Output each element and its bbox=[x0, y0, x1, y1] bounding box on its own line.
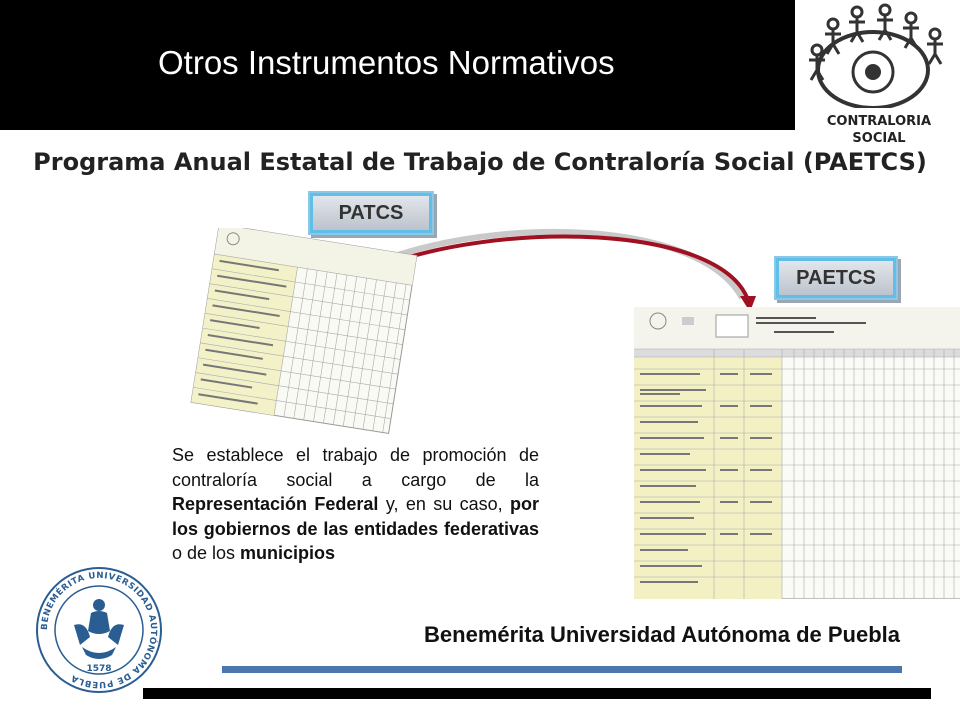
logo-text: CONTRALORIA bbox=[826, 114, 932, 129]
contraloria-logo-graphic bbox=[795, 0, 960, 150]
description-text-2: y, en su caso, bbox=[378, 494, 511, 514]
description-bold-1: Representación Federal bbox=[172, 494, 379, 514]
description-bold-2: por los gobiernos de las entidades federativas bbox=[172, 494, 540, 539]
description-text-3: o de los bbox=[172, 543, 241, 563]
paetcs-document-thumbnail bbox=[634, 307, 960, 599]
description-bold-3: municipios bbox=[240, 543, 336, 563]
svg-text:SOCIAL: SOCIAL bbox=[852, 131, 906, 146]
description-text-1: Se establece el trabajo de promoción de contraloría social a cargo de la bbox=[172, 445, 539, 490]
footer-blue-divider bbox=[222, 666, 902, 673]
description-paragraph bbox=[172, 443, 539, 566]
university-name: Benemérita Universidad Autónoma de Puebla bbox=[424, 622, 900, 647]
contraloria-logo bbox=[795, 0, 960, 150]
page-title: Otros Instrumentos Normativos bbox=[158, 44, 615, 81]
seal-ring-text: BENEMÉRITA UNIVERSIDAD AUTÓNOMA DE PUEBLA bbox=[39, 570, 159, 690]
seal-year: 1578 bbox=[86, 664, 112, 674]
section-subtitle: Programa Anual Estatal de Trabajo de Contraloría Social (PAETCS) bbox=[33, 148, 927, 176]
title-bar bbox=[0, 0, 795, 130]
patcs-label: PATCS bbox=[308, 191, 434, 235]
patcs-document-thumbnail bbox=[178, 228, 418, 438]
paetcs-label: PAETCS bbox=[774, 256, 898, 300]
footer-black-divider bbox=[143, 688, 931, 699]
